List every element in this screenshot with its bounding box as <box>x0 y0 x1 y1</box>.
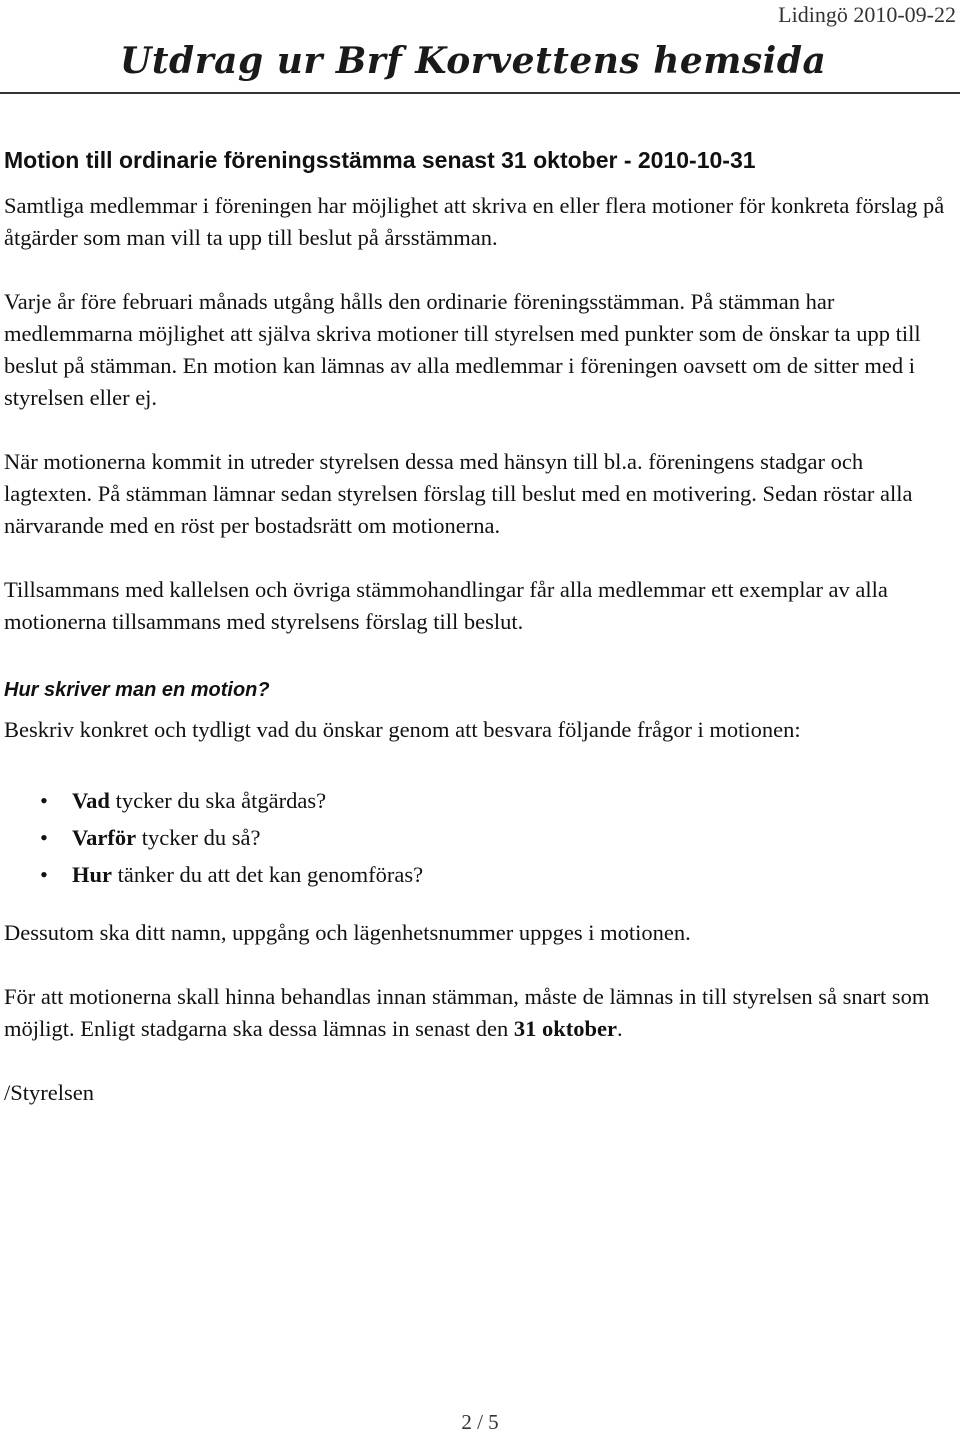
subheading: Hur skriver man en motion? <box>4 679 270 701</box>
paragraph-4: Tillsammans med kallelsen och övriga stämmohandlingar får alla medlemmar ett exemplar av alla motionerna tillsammans med styrelsens förslag till beslut. <box>4 577 888 634</box>
dateline: Lidingö 2010-09-22 <box>778 2 956 27</box>
question-text: tänker du att det kan genomföras? <box>112 862 424 887</box>
bullet-icon: • <box>40 825 48 850</box>
paragraph-1: Samtliga medlemmar i föreningen har möjlighet att skriva en eller flera motioner för konkreta förslag på åtgärder som man vill ta upp till beslut på årsstämman. <box>4 193 945 250</box>
list-item <box>4 856 952 893</box>
question-keyword: Varför <box>72 825 137 850</box>
page-number: 2 / 5 <box>461 1410 499 1434</box>
list-item <box>4 782 952 819</box>
signature: /Styrelsen <box>4 1080 94 1105</box>
deadline-text: För att motionerna skall hinna behandlas innan stämman, måste de lämnas in till styrelsen så snart som möjligt. Enligt stadgarna ska dessa lämnas in senast den <box>4 984 930 1041</box>
question-keyword: Hur <box>72 862 113 887</box>
bullet-icon: • <box>40 862 48 887</box>
bullet-icon: • <box>40 788 48 813</box>
article-title: Motion till ordinarie föreningsstämma senast 31 oktober - 2010-10-31 <box>4 147 756 173</box>
question-text: tycker du så? <box>136 825 261 850</box>
header-divider <box>0 92 960 94</box>
deadline-end: . <box>617 1016 623 1041</box>
extra-paragraph: Dessutom ska ditt namn, uppgång och lägenhetsnummer uppges i motionen. <box>4 920 691 945</box>
paragraph-2: Varje år före februari månads utgång hålls den ordinarie föreningsstämman. På stämman har medlemmarna möjlighet att själva skriva motioner till styrelsen med punkter som de önskar ta upp till beslut på stämman. En motion kan lämnas av alla medlemmar i föreningen oavsett om de sitter med i styrelsen eller ej. <box>4 289 921 410</box>
deadline-paragraph <box>4 981 952 1045</box>
question-keyword: Vad <box>72 788 110 813</box>
deadline-date: 31 oktober <box>513 1016 618 1041</box>
site-title: Utdrag ur Brf Korvettens hemsida <box>120 40 827 82</box>
question-list <box>4 782 952 893</box>
question-text: tycker du ska åtgärdas? <box>109 788 327 813</box>
list-item <box>4 819 952 856</box>
article-body <box>4 140 952 1141</box>
intro-paragraph: Beskriv konkret och tydligt vad du önskar genom att besvara följande frågor i motionen: <box>4 717 801 742</box>
paragraph-3: När motionerna kommit in utreder styrelsen dessa med hänsyn till bl.a. föreningens stadgar och lagtexten. På stämman lämnar sedan styrelsen förslag till beslut med en motivering. Sedan röstar alla närvarande med en röst per bostadsrätt om motionerna. <box>4 449 913 538</box>
